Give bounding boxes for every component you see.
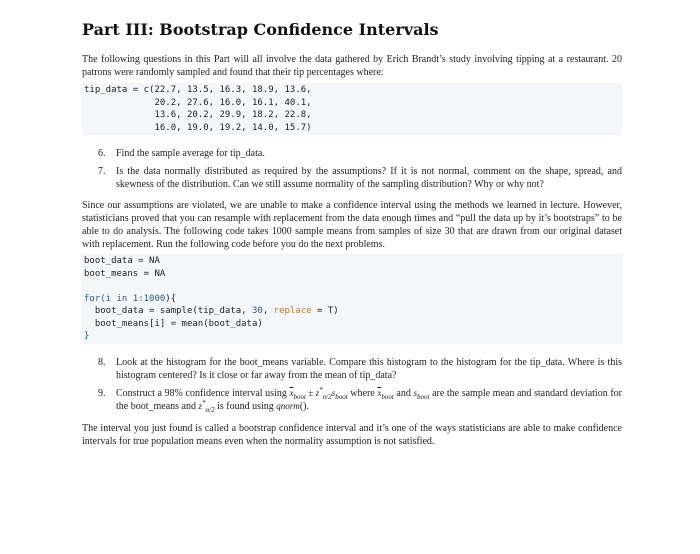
math-sub: α/2: [322, 392, 332, 401]
question-number: 8.: [98, 356, 106, 368]
code-line: 13.6, 20.2, 29.9, 18.2, 22.8,: [84, 110, 312, 120]
code-line: tip_data = c(22.7, 13.5, 16.3, 18.9, 13.6,: [84, 85, 312, 95]
code-number: 1:1000: [132, 293, 166, 304]
question-8: [98, 356, 622, 382]
question-text: Look at the histogram for the boot_means variable. Compare this histogram to the histogram for the tip_data. Where is this histogram centered? Is it close or far away from the mean of tip_data?: [116, 356, 622, 381]
code-keyword: for(i in: [84, 293, 133, 304]
code-text: ){: [165, 293, 177, 304]
math-sub: α/2: [205, 405, 215, 414]
bootstrap-code-block: [82, 254, 622, 344]
question-text: Find the sample average for tip_data.: [116, 148, 265, 159]
math-xbar: $\overline{x}$: [289, 387, 294, 398]
question-list-b: [82, 356, 622, 413]
text-run: is found using: [214, 400, 277, 412]
text-run: Construct a 98% confidence interval using: [116, 387, 290, 399]
formula: [377, 387, 394, 401]
code-text: boot_data = sample(tip_data,: [84, 306, 252, 316]
text-run: are the sample mean and standard deviation for the boot_means and: [116, 387, 622, 412]
code-line: }: [84, 331, 90, 341]
code-text: ,: [262, 306, 274, 316]
math-sub: boot: [381, 392, 394, 401]
code-line: boot_means[i] = mean(boot_data): [84, 318, 263, 329]
question-number: 6.: [98, 148, 106, 159]
math-sub: boot: [293, 392, 306, 401]
math-s: s: [413, 387, 417, 398]
text-run: ().: [299, 400, 309, 412]
code-argument: replace: [273, 306, 312, 316]
math-z: z: [198, 400, 202, 411]
question-number: 7.: [98, 166, 106, 177]
code-line: boot_data = NA: [84, 256, 160, 266]
formula: [413, 387, 430, 401]
question-text: [116, 385, 622, 414]
question-text: Is the data normally distributed as required by the assumptions? If it is not normal, comment on the shape, spread, and skewness of the distribution. Can we still assume normality of the sampling distribution? Why or why not?: [116, 166, 622, 190]
formula: [289, 385, 348, 401]
math-sub: boot: [417, 392, 430, 401]
page-title: Part III: Bootstrap Confidence Intervals: [82, 20, 439, 39]
code-line: [84, 306, 339, 316]
code-line: boot_means = NA: [84, 268, 166, 279]
code-number: 30: [251, 306, 263, 316]
math-sup: *: [319, 385, 323, 394]
text-run: and: [393, 387, 414, 399]
code-line: 16.0, 19.0, 19.2, 14.0, 15.7): [84, 122, 312, 133]
question-number: 9.: [98, 387, 106, 399]
question-list-a: [82, 147, 622, 191]
question-7: [98, 165, 622, 191]
math-op: ± z: [305, 387, 320, 398]
code-text: = T): [311, 306, 339, 316]
math-sub: boot: [335, 392, 348, 401]
math-xbar: $\overline{x}$: [377, 387, 382, 398]
bootstrap-paragraph: Since our assumptions are violated, we are unable to make a confidence interval using the methods we learned in lecture. However, statisticians proved that you can resample with replacement from the data enough times and “pull the data up by it’s bootstraps” to be able to do analysis. The following code takes 1000 sample means from samples of size 30 that are drawn from our original dataset with replacement. Run the following code before you do the next problems.: [82, 200, 622, 250]
code-line: [84, 294, 176, 304]
intro-paragraph: The following questions in this Part will all involve the data gathered by Erich Brandt’s study involving tipping at a restaurant. 20 patrons were randomly sampled and found that their tip percentages where:: [82, 54, 622, 78]
tip-data-code-block: [82, 83, 622, 135]
text-run: where: [347, 387, 378, 399]
question-6: [98, 147, 622, 160]
document-page: [82, 20, 622, 448]
math-s: s: [331, 387, 336, 398]
math-qnorm: qnorm: [276, 400, 300, 411]
code-line: 20.2, 27.6, 16.0, 16.1, 40.1,: [84, 97, 312, 108]
question-9: [98, 387, 622, 413]
closing-paragraph: The interval you just found is called a bootstrap confidence interval and it’s one of the ways statisticians are able to make confidence intervals for true population means even when the normality assumption is not satisfied.: [82, 422, 622, 447]
formula: [198, 398, 215, 414]
math-sup: *: [202, 398, 206, 407]
